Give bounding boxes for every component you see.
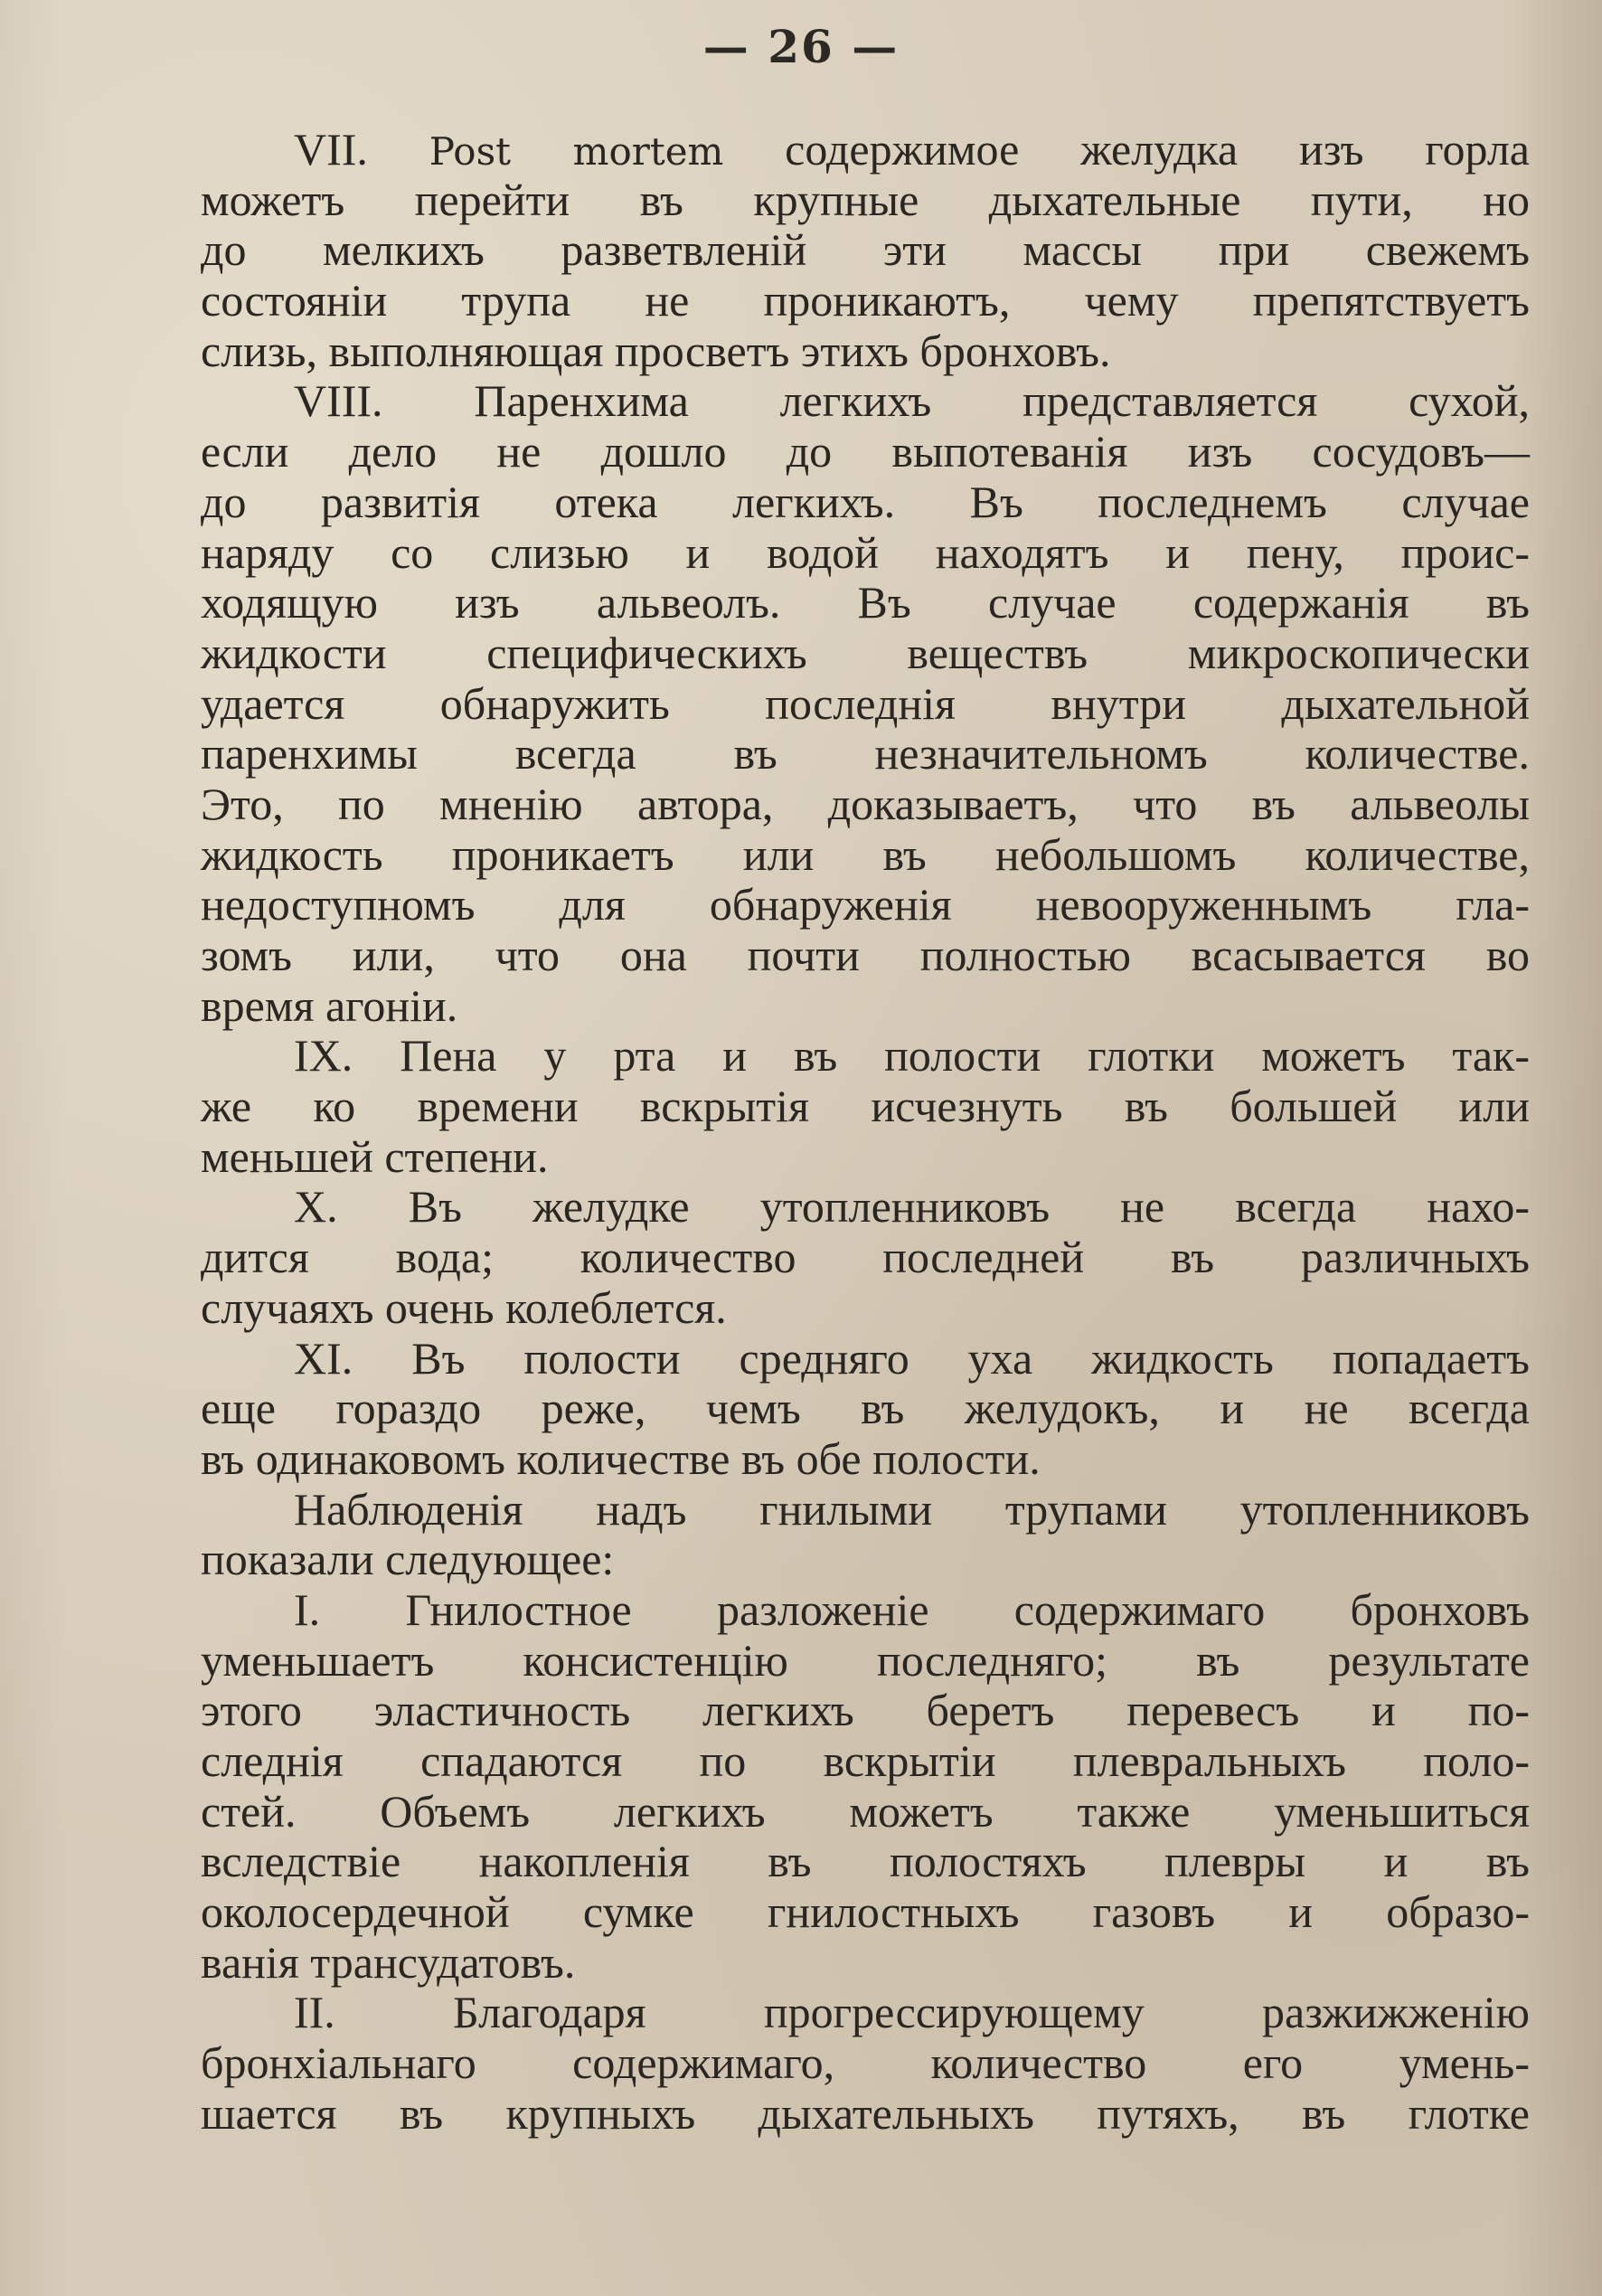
text-line: же ко времени вскрытія исчезнуть въ большей или bbox=[201, 1081, 1530, 1132]
text-line: состояніи трупа не проникаютъ, чему препятствуетъ bbox=[201, 275, 1530, 326]
text-line: ходящую изъ альвеолъ. Въ случае содержанія въ bbox=[201, 577, 1530, 628]
text-line: меньшей степени. bbox=[201, 1130, 549, 1182]
text-line: шается въ крупныхъ дыхательныхъ путяхъ, въ глотке bbox=[201, 2087, 1530, 2139]
text-line: VIII. Паренхима легкихъ представляется сухой, bbox=[294, 375, 1530, 427]
text-line: въ одинаковомъ количестве въ обе полости. bbox=[201, 1432, 1041, 1484]
text-line: XI. Въ полости средняго уха жидкость попадаетъ bbox=[294, 1332, 1530, 1384]
text-line: до мелкихъ разветвленій эти массы при свежемъ bbox=[201, 224, 1530, 276]
text-line: II. Благодаря прогрессирующему разжижженію bbox=[294, 1987, 1530, 2038]
body-text bbox=[201, 125, 1530, 2140]
text-line: I. Гнилостное разложеніе содержимаго бронховъ bbox=[294, 1583, 1530, 1635]
text-line: Это, по мненію автора, доказываетъ, что въ альвеолы bbox=[201, 778, 1530, 829]
text-line: слизь, выполняющая просветъ этихъ бронховъ. bbox=[201, 325, 1111, 376]
text-line: жидкости специфическихъ веществъ микроскопически bbox=[201, 627, 1530, 678]
page-number: — 26 — bbox=[702, 20, 900, 73]
text-line: жидкость проникаетъ или въ небольшомъ количестве, bbox=[201, 828, 1530, 880]
text-line: показали следующее: bbox=[201, 1534, 615, 1585]
text-line: время агоніи. bbox=[201, 979, 458, 1031]
text-line: VII. Post mortem содержимое желудка изъ горла bbox=[294, 124, 1531, 175]
text-line: бронхіальнаго содержимаго, количество его умень- bbox=[201, 2037, 1530, 2089]
text-line: ванія трансудатовъ. bbox=[201, 1936, 576, 1988]
text-line: наряду со слизью и водой находятъ и пену, проис- bbox=[201, 526, 1530, 578]
text-line: IX. Пена у рта и въ полости глотки можетъ так- bbox=[294, 1030, 1530, 1082]
text-line: случаяхъ очень колеблется. bbox=[201, 1281, 727, 1333]
latin-phrase: Post mortem bbox=[429, 129, 724, 174]
text-line: еще гораздо реже, чемъ въ желудокъ, и не всегда bbox=[201, 1383, 1530, 1434]
text-line: X. Въ желудке утопленниковъ не всегда нахо- bbox=[294, 1181, 1530, 1233]
text-line: этого эластичность легкихъ беретъ перевесъ и по- bbox=[201, 1685, 1530, 1736]
text-line: вследствіе накопленія въ полостяхъ плевры и въ bbox=[201, 1836, 1530, 1887]
text-line: недоступномъ для обнаруженія невооруженнымъ гла- bbox=[201, 879, 1530, 931]
text-line: до развитія отека легкихъ. Въ последнемъ случае bbox=[201, 476, 1530, 527]
text-line: стей. Объемъ легкихъ можетъ также уменьшиться bbox=[201, 1785, 1530, 1837]
text-line: Наблюденія надъ гнилыми трупами утопленниковъ bbox=[294, 1483, 1530, 1535]
text-line: уменьшаетъ консистенцію последняго; въ результате bbox=[201, 1634, 1530, 1686]
text-line: следнія спадаются по вскрытіи плевральныхъ поло- bbox=[201, 1735, 1530, 1786]
text-line: паренхимы всегда въ незначительномъ количестве. bbox=[201, 728, 1530, 780]
text-line: зомъ или, что она почти полностью всасывается во bbox=[201, 930, 1530, 980]
text-line: околосердечной сумке гнилостныхъ газовъ и образо- bbox=[201, 1886, 1530, 1938]
text-line: можетъ перейти въ крупные дыхательные пути, но bbox=[201, 174, 1530, 225]
text-line: удается обнаружить последнія внутри дыхательной bbox=[201, 677, 1530, 729]
text-line: если дело не дошло до выпотеванія изъ сосудовъ— bbox=[201, 426, 1530, 477]
text-line: дится вода; количество последней въ различныхъ bbox=[201, 1232, 1530, 1283]
